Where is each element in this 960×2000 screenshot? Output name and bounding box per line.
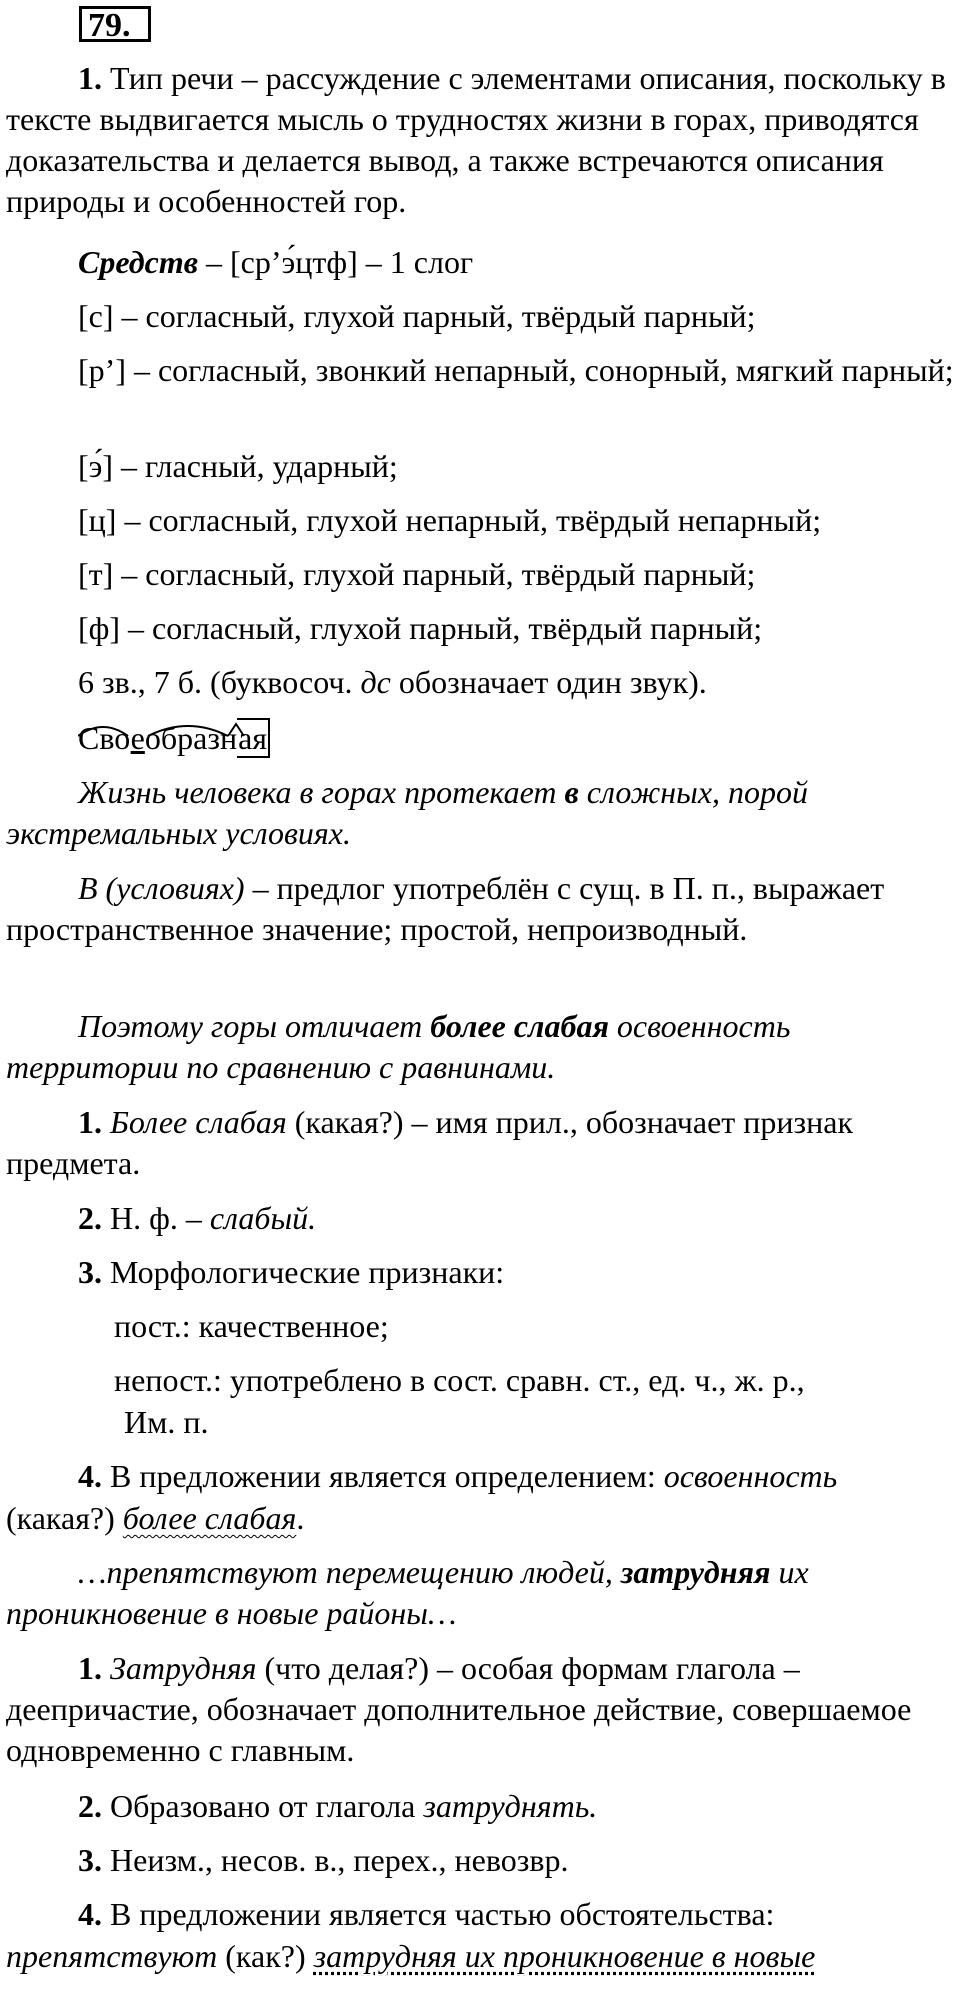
- attribute-underlined: более слабая: [122, 1500, 297, 1536]
- phonetic-header: [6, 242, 956, 283]
- adj-text: Н. ф. –: [102, 1200, 210, 1236]
- adj-text: В предложении является определением:: [102, 1458, 664, 1494]
- morpheme-ending: ая: [237, 718, 270, 758]
- sentence-text: …препятствуют перемещению людей,: [78, 1554, 621, 1590]
- gerund-text: В предложении является частью обстоятельства:: [102, 1896, 775, 1932]
- item-number: 3.: [78, 1254, 102, 1290]
- adj-head-noun: освоенность: [663, 1458, 838, 1494]
- sound-line: [с] – согласный, глухой парный, твёрдый парный;: [78, 298, 756, 334]
- count-text-end: обозначает один звук).: [390, 664, 707, 700]
- item-number: 2.: [78, 1788, 102, 1824]
- sound-line: [ф] – согласный, глухой парный, твёрдый парный;: [78, 610, 763, 646]
- adj-point-3: [6, 1252, 956, 1293]
- predicate-word: препятствуют: [6, 1938, 218, 1974]
- adj-text: (какая?) – имя прил., обозначает признак предмета.: [6, 1104, 854, 1181]
- adj-variable-features: непост.: употреблено в сост. сравн. ст., ед. ч., ж. р.,: [114, 1362, 805, 1398]
- adj-initial-form: слабый.: [209, 1200, 317, 1236]
- analysed-word: Средств: [78, 244, 199, 280]
- adverbial-underlined: затрудняя их проникновение в новые: [313, 1938, 816, 1974]
- adj-word: Более слабая: [110, 1104, 287, 1140]
- sentence-highlight: затрудняя: [620, 1554, 771, 1590]
- preposition-analysis: [6, 868, 956, 950]
- sentence-text: их проникновение в новые районы…: [6, 1554, 809, 1631]
- verb-point-2: [6, 1786, 956, 1827]
- speech-type-text: Тип речи – рассуждение с элементами описания, поскольку в тексте выдвигается мысль о трудностях жизни в горах, приводятся доказательства и делается вывод, а также встречаются описания природы и особенностей гор.: [6, 60, 946, 219]
- item-number: 1.: [78, 1650, 102, 1686]
- sound-line: [т] – согласный, глухой парный, твёрдый парный;: [78, 556, 756, 592]
- gerund-text: Неизм., несов. в., перех., невозвр.: [102, 1842, 569, 1878]
- sentence-text: освоенность территории по сравнению с равнинами.: [6, 1008, 791, 1085]
- morpheme-root: Сво: [78, 720, 131, 756]
- item-number: 4.: [78, 1896, 102, 1932]
- sound-line: [р’] – согласный, звонкий непарный, сонорный, мягкий парный;: [78, 352, 954, 388]
- adj-point-1: [6, 1102, 956, 1184]
- adj-question: (какая?): [6, 1500, 123, 1536]
- sentence-highlight: в: [564, 774, 579, 810]
- sound-letter-count: [6, 662, 956, 703]
- gerund-text: Образовано от глагола: [102, 1788, 424, 1824]
- count-letters: дс: [360, 664, 391, 700]
- paragraph-speech-type: [6, 58, 956, 222]
- adj-point-4-cont: [6, 1498, 956, 1539]
- punct: .: [296, 1500, 305, 1536]
- gerund-text: (что делая?) – особая формам глагола – деепричастие, обозначает дополнительное действие, совершаемое одновременно с главным.: [6, 1650, 912, 1768]
- gerund-word: Затрудняя: [110, 1650, 257, 1686]
- adj-point-2: [6, 1198, 956, 1239]
- sentence-highlight: более слабая: [430, 1008, 609, 1044]
- sound-line: [ц] – согласный, глухой непарный, твёрдый непарный;: [78, 502, 822, 538]
- item-number: 1.: [78, 1104, 102, 1140]
- adj-constant-features: пост.: качественное;: [114, 1308, 389, 1344]
- verb-point-1: [6, 1648, 956, 1771]
- adj-case: Им. п.: [124, 1404, 209, 1440]
- exercise-number: 79.: [79, 6, 151, 42]
- preposition-text: – предлог употреблён с сущ. в П. п., выражает пространственное значение; простой, непроизводный.: [6, 870, 885, 947]
- morphemic-parse: [78, 718, 270, 766]
- example-sentence-1: [6, 772, 956, 854]
- preposition-word: В (условиях): [78, 870, 245, 906]
- sound-line: [э́] – гласный, ударный;: [78, 448, 398, 484]
- sentence-text: сложных, порой экстремальных условиях.: [6, 774, 809, 851]
- item-number: 3.: [78, 1842, 102, 1878]
- verb-point-3: [6, 1840, 956, 1881]
- adj-point-4: [6, 1456, 956, 1497]
- example-sentence-2: [6, 1006, 956, 1088]
- source-verb: затруднять.: [423, 1788, 598, 1824]
- morpheme-root-suffix: образн: [144, 720, 238, 756]
- count-text: 6 зв., 7 б. (буквосоч.: [78, 664, 361, 700]
- example-sentence-3: [6, 1552, 956, 1634]
- sentence-text: Жизнь человека в горах протекает: [78, 774, 565, 810]
- item-number: 4.: [78, 1458, 102, 1494]
- adj-text: Морфологические признаки:: [102, 1254, 505, 1290]
- item-number: 1.: [78, 60, 102, 96]
- transcription: – [ср’э́цтф] – 1 слог: [198, 244, 474, 280]
- adverbial-question: (как?): [217, 1938, 314, 1974]
- sentence-text: Поэтому горы отличает: [78, 1008, 431, 1044]
- verb-point-4: [6, 1894, 956, 1935]
- item-number: 2.: [78, 1200, 102, 1236]
- morpheme-connector: е: [130, 720, 145, 756]
- verb-point-4-cont: [6, 1936, 956, 1977]
